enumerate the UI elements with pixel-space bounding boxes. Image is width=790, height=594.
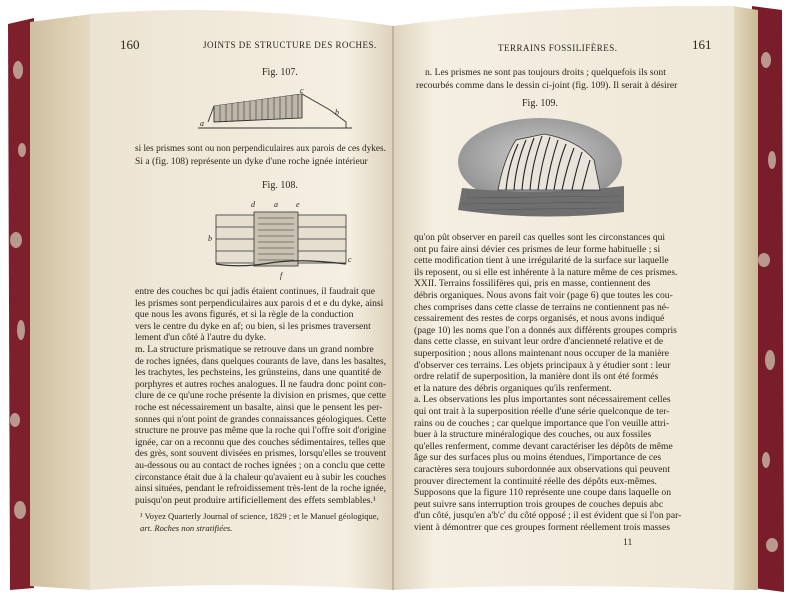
left-line-top-1: Si a (fig. 108) représente un dyke d'une roche ignée intérieur bbox=[135, 156, 368, 167]
right-line-3: ils reposent, ou si elle est inhérente à la nature même de ces prismes. bbox=[414, 266, 678, 278]
right-line-2: cette modification tient à une irrégularité de la surface sur laquelle bbox=[414, 255, 669, 267]
left-running-head: JOINTS DE STRUCTURE DES ROCHES. bbox=[203, 40, 377, 50]
right-page-stack bbox=[732, 6, 758, 590]
right-line-top-1: recourbés comme dans le dessin ci-joint (fig. 109). Il serait à désirer bbox=[416, 80, 678, 91]
left-line-13: ignée, car on a reconnu que des couches sédimentaires, telles que bbox=[135, 436, 386, 448]
right-line-18: qu'elles renferment, comme devant caractériser les dépôts de même bbox=[414, 440, 673, 452]
right-line-4: XXII. Terrains fossilifères qui, pris en masse, contiennent des bbox=[414, 278, 651, 290]
fig-108-label-f: f bbox=[280, 271, 283, 280]
left-footnote-1: art. Roches non stratifiées. bbox=[140, 523, 233, 533]
left-page-stack bbox=[30, 14, 92, 590]
left-footnote-0: ¹ Voyez Quarterly Journal of science, 1829 ; et le Manuel géologique, bbox=[140, 511, 379, 521]
left-line-18: puisqu'on peut produire artificiellement des effets semblables.¹ bbox=[135, 494, 376, 506]
right-line-15: qui ont trait à la superposition réelle d'une série quelconque de ter- bbox=[414, 406, 670, 417]
right-page-number: 161 bbox=[692, 37, 712, 52]
left-line-11: sonnes qui n'ont point de grandes connaissances géologiques. Cette bbox=[135, 413, 387, 425]
left-line-7: les trachytes, les pechsteins, les grünsteins, dans une quantité de bbox=[135, 367, 382, 379]
right-line-7: cessairement des restes de corps organisés, et nous avons indiqué bbox=[414, 313, 665, 325]
left-line-15: au-dessous ou au contact de roches ignées ; on a conclu que cette bbox=[135, 460, 385, 471]
fig-107-label-c: c bbox=[300, 86, 304, 95]
fig-107-label-a: a bbox=[200, 119, 204, 128]
left-line-6: de roches ignées, dans quelques courants de lave, dans les basaltes, bbox=[135, 355, 386, 367]
left-line-12: structure ne prouve pas même que la roche qui l'offre soit d'origine bbox=[135, 425, 386, 437]
right-running-head: TERRAINS FOSSILIFÈRES. bbox=[498, 43, 618, 53]
right-line-top-0: n. Les prismes ne sont pas toujours droits ; quelquefois ils sont bbox=[425, 67, 666, 78]
right-line-1: ont pu faire ainsi dévier ces prismes de leur forme habituelle ; si bbox=[414, 243, 661, 255]
left-line-0: entre des couches bc qui jadis étaient continues, il faudrait que bbox=[135, 286, 376, 297]
left-line-16: circonstance était due à la chaleur qu'avaient eu à subir les couches bbox=[135, 471, 387, 483]
right-line-16: rains ou de couches ; car quelque importance que l'on veuille attri- bbox=[414, 417, 670, 429]
right-line-8: (page 10) les noms que l'on a donnés aux différents groupes compris bbox=[414, 324, 677, 336]
left-line-14: des grès, sont souvent divisées en prismes, lorsqu'elles se trouvent bbox=[135, 448, 387, 460]
left-line-1: les prismes sont perpendiculaires aux parois d et e du dyke, ainsi bbox=[135, 297, 384, 309]
right-line-0: qu'on pût observer en pareil cas quelles sont les circonstances qui bbox=[414, 232, 666, 243]
right-line-17: buer à la structure minéralogique des couches, ou aux fossiles bbox=[414, 429, 652, 441]
right-line-5: débris organiques. Nous avons fait voir (page 6) que toutes les cou- bbox=[414, 290, 673, 301]
fig-107-label-b: b bbox=[335, 108, 339, 117]
right-line-20: caractères sera toujours subordonnée aux observations qui peuvent bbox=[414, 464, 671, 475]
fig-108-label-c: c bbox=[348, 255, 352, 264]
right-line-22: Supposons que la figure 110 représente une coupe dans laquelle on bbox=[414, 487, 672, 499]
right-line-23: peut suivre sans interruption trois groupes de couches depuis abc bbox=[414, 498, 664, 510]
right-line-6: ches comprises dans cette classe de terrains ne contiennent pas né- bbox=[414, 301, 670, 313]
left-line-2: que nous les avons figurés, et si la règle de la conduction bbox=[135, 309, 354, 321]
right-line-10: superposition ; nous allons maintenant nous occuper de la manière bbox=[414, 348, 669, 359]
left-line-10: roche est nécessairement un basalte, ainsi que le pensent les per- bbox=[135, 402, 383, 413]
right-line-14: a. Les observations les plus importantes sont nécessairement celles bbox=[414, 394, 671, 406]
fig-109-engraving bbox=[458, 118, 624, 217]
right-line-13: et la nature des débris organiques qu'ils renferment. bbox=[414, 382, 612, 394]
right-line-12: ordre relatif de superposition, la manière dont ils ont été formés bbox=[414, 371, 659, 383]
left-line-top-0: si les prismes sont ou non perpendiculaires aux parois de ces dykes. bbox=[135, 143, 386, 154]
fig-108-label-b: b bbox=[208, 234, 212, 243]
left-line-4: lement d'un côté à l'autre du dyke. bbox=[135, 332, 267, 344]
fig-108-caption: Fig. 108. bbox=[262, 180, 298, 191]
right-line-21: prouver directement la continuité réelle des dépôts eux-mêmes. bbox=[414, 475, 657, 487]
left-page-number: 160 bbox=[120, 37, 140, 52]
fig-108-label-a: a bbox=[274, 200, 278, 209]
right-line-9: dans cette classe, en suivant leur ordre d'ancienneté relative et de bbox=[414, 336, 664, 348]
fig-108-label-d: d bbox=[251, 200, 255, 209]
right-line-11: d'observer ces terrains. Les objets principaux à y étudier sont : leur bbox=[414, 359, 671, 371]
left-line-8: porphyres et autres roches analogues. Il ne faudra donc point con- bbox=[135, 378, 387, 390]
left-line-5: m. La structure prismatique se retrouve dans un grand nombre bbox=[135, 344, 374, 355]
fig-108-drawing bbox=[216, 212, 346, 266]
left-line-9: clure de ce qu'une roche présente la division en prismes, que cette bbox=[135, 390, 386, 402]
right-line-19: âge sur des surfaces plus ou moins étendues, l'importance de ces bbox=[414, 452, 662, 464]
right-signature: 11 bbox=[623, 537, 633, 548]
fig-107-caption: Fig. 107. bbox=[262, 67, 298, 78]
right-line-24: d'un côté, jusqu'en a'b'c' du côté opposé ; il est évident que si l'on par- bbox=[414, 510, 682, 522]
left-line-3: vers le centre du dyke en af; ou bien, si les prismes traversent bbox=[135, 320, 371, 332]
fig-108-label-e: e bbox=[296, 200, 300, 209]
left-line-17: ainsi situées, pendant le refroidissement très-lent de la roche ignée, bbox=[135, 483, 386, 495]
fig-109-caption: Fig. 109. bbox=[522, 98, 558, 109]
right-line-25: vient à démontrer que ces groupes forment réellement trois masses bbox=[414, 522, 671, 533]
